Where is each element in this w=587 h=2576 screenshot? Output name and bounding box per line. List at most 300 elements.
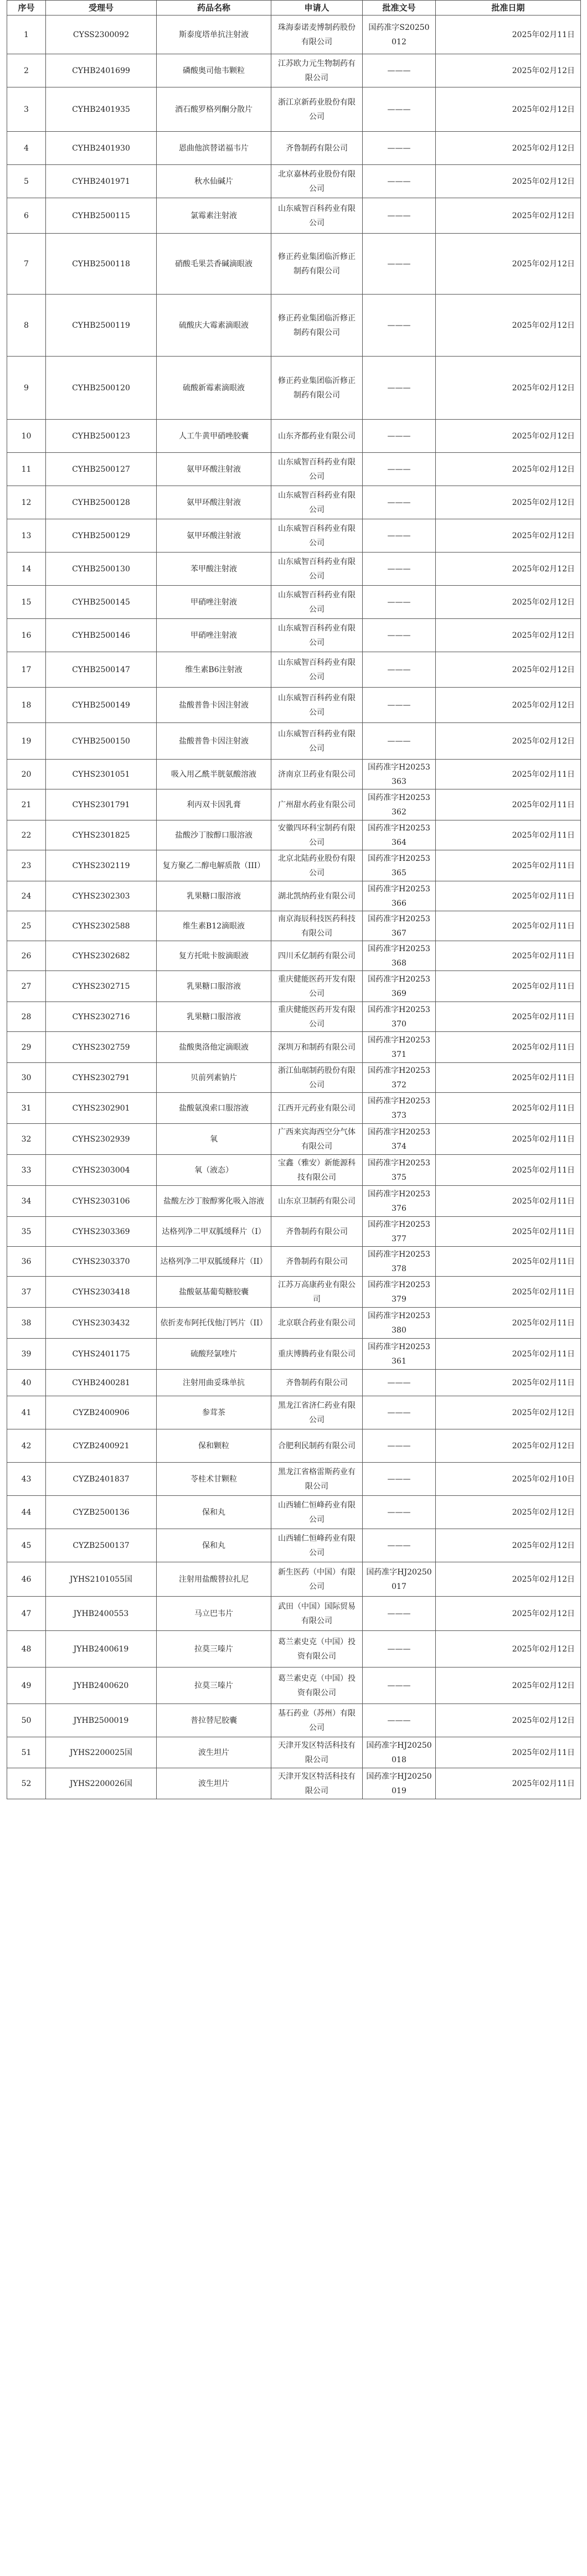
table-row <box>7 1370 581 1396</box>
cell-applicant: 济南京卫药业有限公司 <box>271 760 363 789</box>
table-row <box>7 820 581 850</box>
cell-index: 47 <box>7 1597 46 1631</box>
cell-acceptance-no: CYHB2400281 <box>46 1370 157 1396</box>
cell-approval-date: 2025年02月12日 <box>436 652 581 688</box>
cell-approval-no: ——— <box>363 586 436 619</box>
cell-applicant: 山西辅仁恒峰药业有限公司 <box>271 1529 363 1562</box>
cell-applicant: 湖北凯纳药业有限公司 <box>271 881 363 911</box>
cell-approval-no: ——— <box>363 553 436 586</box>
cell-applicant: 齐鲁制药有限公司 <box>271 1370 363 1396</box>
cell-drug-name: 盐酸氨基葡萄糖胶囊 <box>157 1277 271 1308</box>
table-row <box>7 132 581 165</box>
cell-acceptance-no: CYSS2300092 <box>46 16 157 54</box>
cell-approval-no: ——— <box>363 619 436 652</box>
cell-drug-name: 达格列净二甲双胍缓释片（I） <box>157 1217 271 1247</box>
cell-index: 33 <box>7 1155 46 1186</box>
cell-index: 37 <box>7 1277 46 1308</box>
cell-acceptance-no: CYHS2303432 <box>46 1308 157 1339</box>
table-row <box>7 54 581 87</box>
table-row <box>7 1277 581 1308</box>
cell-drug-name: 达格列净二甲双胍缓释片（II） <box>157 1247 271 1277</box>
cell-applicant: 江苏万高康药业有限公司 <box>271 1277 363 1308</box>
cell-index: 19 <box>7 723 46 760</box>
cell-acceptance-no: CYHB2401935 <box>46 87 157 132</box>
table-row <box>7 519 581 553</box>
cell-applicant: 山东威智百科药业有限公司 <box>271 723 363 760</box>
cell-applicant: 天津开发区特活科技有限公司 <box>271 1768 363 1799</box>
cell-drug-name: 硝酸毛果芸香碱滴眼液 <box>157 234 271 295</box>
cell-index: 11 <box>7 453 46 486</box>
cell-acceptance-no: CYHS2302901 <box>46 1093 157 1124</box>
cell-approval-date: 2025年02月11日 <box>436 911 581 941</box>
cell-approval-no: ——— <box>363 357 436 420</box>
cell-index: 44 <box>7 1496 46 1529</box>
cell-index: 6 <box>7 198 46 234</box>
cell-acceptance-no: JYHB2500019 <box>46 1704 157 1737</box>
cell-approval-date: 2025年02月12日 <box>436 1429 581 1463</box>
cell-acceptance-no: CYHS2401175 <box>46 1339 157 1370</box>
cell-index: 15 <box>7 586 46 619</box>
cell-applicant: 山东京卫制药有限公司 <box>271 1186 363 1217</box>
cell-acceptance-no: CYHS2302759 <box>46 1032 157 1063</box>
cell-approval-no: 国药准字H20253380 <box>363 1308 436 1339</box>
cell-drug-name: 甲硝唑注射液 <box>157 586 271 619</box>
cell-approval-date: 2025年02月11日 <box>436 1124 581 1155</box>
cell-approval-date: 2025年02月11日 <box>436 789 581 820</box>
cell-index: 29 <box>7 1032 46 1063</box>
cell-applicant: 修正药业集团临沂修正制药有限公司 <box>271 234 363 295</box>
cell-index: 10 <box>7 420 46 453</box>
cell-acceptance-no: CYHB2500123 <box>46 420 157 453</box>
cell-drug-name: 氨甲环酸注射液 <box>157 453 271 486</box>
cell-acceptance-no: CYZB2400921 <box>46 1429 157 1463</box>
cell-applicant: 武田（中国）国际贸易有限公司 <box>271 1597 363 1631</box>
cell-approval-no: 国药准字HJ20250019 <box>363 1768 436 1799</box>
cell-drug-name: 盐酸左沙丁胺醇雾化吸入溶液 <box>157 1186 271 1217</box>
cell-approval-date: 2025年02月11日 <box>436 881 581 911</box>
cell-drug-name: 注射用曲妥珠单抗 <box>157 1370 271 1396</box>
cell-acceptance-no: CYHS2302682 <box>46 941 157 971</box>
cell-approval-no: ——— <box>363 420 436 453</box>
cell-acceptance-no: CYZB2401837 <box>46 1463 157 1496</box>
cell-drug-name: 乳果糖口服溶液 <box>157 1002 271 1032</box>
cell-index: 35 <box>7 1217 46 1247</box>
cell-approval-no: ——— <box>363 1370 436 1396</box>
cell-approval-no: ——— <box>363 54 436 87</box>
cell-index: 40 <box>7 1370 46 1396</box>
cell-approval-date: 2025年02月11日 <box>436 1155 581 1186</box>
cell-applicant: 南京海辰科技医药科技有限公司 <box>271 911 363 941</box>
cell-approval-date: 2025年02月12日 <box>436 586 581 619</box>
cell-approval-date: 2025年02月12日 <box>436 1597 581 1631</box>
cell-approval-date: 2025年02月12日 <box>436 1562 581 1597</box>
cell-approval-date: 2025年02月12日 <box>436 1496 581 1529</box>
table-row <box>7 971 581 1002</box>
cell-drug-name: 注射用盐酸替拉扎尼 <box>157 1562 271 1597</box>
cell-acceptance-no: JYHB2400553 <box>46 1597 157 1631</box>
cell-index: 51 <box>7 1737 46 1768</box>
cell-drug-name: 保和颗粒 <box>157 1429 271 1463</box>
cell-approval-no: ——— <box>363 1631 436 1668</box>
cell-index: 25 <box>7 911 46 941</box>
cell-approval-date: 2025年02月12日 <box>436 198 581 234</box>
cell-drug-name: 依折麦布阿托伐他汀钙片（II） <box>157 1308 271 1339</box>
cell-approval-no: ——— <box>363 688 436 723</box>
table-row <box>7 553 581 586</box>
cell-approval-date: 2025年02月12日 <box>436 1529 581 1562</box>
table-row <box>7 1631 581 1668</box>
cell-approval-date: 2025年02月11日 <box>436 1247 581 1277</box>
cell-applicant: 北京嘉林药业股份有限公司 <box>271 165 363 198</box>
cell-applicant: 葛兰素史克（中国）投资有限公司 <box>271 1631 363 1668</box>
cell-approval-date: 2025年02月11日 <box>436 850 581 881</box>
table-row <box>7 652 581 688</box>
table-row <box>7 16 581 54</box>
cell-index: 38 <box>7 1308 46 1339</box>
table-row <box>7 1737 581 1768</box>
cell-approval-date: 2025年02月11日 <box>436 1308 581 1339</box>
table-row <box>7 453 581 486</box>
cell-approval-date: 2025年02月11日 <box>436 1370 581 1396</box>
cell-acceptance-no: CYHS2301051 <box>46 760 157 789</box>
table-row <box>7 619 581 652</box>
cell-approval-no: 国药准字H20253365 <box>363 850 436 881</box>
cell-index: 17 <box>7 652 46 688</box>
cell-applicant: 重庆健能医药开发有限公司 <box>271 971 363 1002</box>
cell-acceptance-no: CYHB2500147 <box>46 652 157 688</box>
cell-drug-name: 普拉替尼胶囊 <box>157 1704 271 1737</box>
cell-acceptance-no: CYHS2303004 <box>46 1155 157 1186</box>
cell-index: 5 <box>7 165 46 198</box>
cell-drug-name: 维生素B6注射液 <box>157 652 271 688</box>
cell-applicant: 山东威智百科药业有限公司 <box>271 553 363 586</box>
cell-approval-date: 2025年02月11日 <box>436 941 581 971</box>
cell-index: 26 <box>7 941 46 971</box>
cell-approval-no: ——— <box>363 453 436 486</box>
cell-approval-date: 2025年02月12日 <box>436 1704 581 1737</box>
cell-index: 22 <box>7 820 46 850</box>
cell-approval-no: 国药准字H20253379 <box>363 1277 436 1308</box>
cell-approval-date: 2025年02月12日 <box>436 519 581 553</box>
table-row <box>7 1155 581 1186</box>
cell-drug-name: 氨甲环酸注射液 <box>157 486 271 519</box>
cell-applicant: 安徽四环科宝制药有限公司 <box>271 820 363 850</box>
cell-drug-name: 乳果糖口服溶液 <box>157 971 271 1002</box>
cell-approval-no: 国药准字H20253361 <box>363 1339 436 1370</box>
cell-approval-date: 2025年02月11日 <box>436 820 581 850</box>
cell-approval-no: 国药准字H20253374 <box>363 1124 436 1155</box>
table-row <box>7 1063 581 1093</box>
cell-approval-no: ——— <box>363 1597 436 1631</box>
cell-approval-no: ——— <box>363 723 436 760</box>
cell-approval-date: 2025年02月12日 <box>436 688 581 723</box>
table-row <box>7 911 581 941</box>
cell-drug-name: 波生坦片 <box>157 1768 271 1799</box>
cell-drug-name: 乳果糖口服溶液 <box>157 881 271 911</box>
table-row <box>7 87 581 132</box>
cell-drug-name: 利丙双卡因乳膏 <box>157 789 271 820</box>
cell-approval-no: ——— <box>363 652 436 688</box>
cell-approval-date: 2025年02月11日 <box>436 1002 581 1032</box>
cell-drug-name: 复方托吡卡胺滴眼液 <box>157 941 271 971</box>
cell-approval-date: 2025年02月12日 <box>436 165 581 198</box>
cell-acceptance-no: JYHB2400620 <box>46 1668 157 1704</box>
table-row <box>7 1032 581 1063</box>
cell-acceptance-no: CYHS2303370 <box>46 1247 157 1277</box>
cell-drug-name: 复方聚乙二醇电解质散（III） <box>157 850 271 881</box>
cell-index: 9 <box>7 357 46 420</box>
cell-drug-name: 硫酸新霉素滴眼液 <box>157 357 271 420</box>
table-row <box>7 1308 581 1339</box>
cell-acceptance-no: CYHS2302791 <box>46 1063 157 1093</box>
cell-applicant: 广州甜水药业有限公司 <box>271 789 363 820</box>
cell-approval-date: 2025年02月12日 <box>436 420 581 453</box>
cell-approval-date: 2025年02月12日 <box>436 723 581 760</box>
cell-approval-no: 国药准字H20253368 <box>363 941 436 971</box>
cell-acceptance-no: CYHS2303369 <box>46 1217 157 1247</box>
cell-applicant: 山西辅仁恒峰药业有限公司 <box>271 1496 363 1529</box>
table-row <box>7 420 581 453</box>
cell-approval-date: 2025年02月11日 <box>436 1093 581 1124</box>
cell-applicant: 四川禾亿制药有限公司 <box>271 941 363 971</box>
table-row <box>7 295 581 357</box>
cell-approval-date: 2025年02月11日 <box>436 1032 581 1063</box>
cell-approval-no: ——— <box>363 87 436 132</box>
cell-applicant: 新生医药（中国）有限公司 <box>271 1562 363 1597</box>
cell-drug-name: 恩曲他滨替诺福韦片 <box>157 132 271 165</box>
table-row <box>7 1463 581 1496</box>
cell-approval-no: 国药准字H20253369 <box>363 971 436 1002</box>
table-row <box>7 1597 581 1631</box>
cell-approval-date: 2025年02月12日 <box>436 619 581 652</box>
cell-drug-name: 盐酸氨溴索口服溶液 <box>157 1093 271 1124</box>
table-row <box>7 1668 581 1704</box>
cell-index: 21 <box>7 789 46 820</box>
cell-approval-date: 2025年02月12日 <box>436 486 581 519</box>
cell-acceptance-no: CYHB2401699 <box>46 54 157 87</box>
cell-approval-no: ——— <box>363 1704 436 1737</box>
cell-acceptance-no: CYHS2302716 <box>46 1002 157 1032</box>
cell-approval-date: 2025年02月11日 <box>436 1217 581 1247</box>
cell-drug-name: 氨甲环酸注射液 <box>157 519 271 553</box>
cell-index: 4 <box>7 132 46 165</box>
table-row <box>7 760 581 789</box>
header-applicant: 申请人 <box>271 1 363 16</box>
table-row <box>7 1093 581 1124</box>
cell-drug-name: 苓桂术甘颗粒 <box>157 1463 271 1496</box>
approval-table <box>7 0 581 1799</box>
cell-acceptance-no: CYZB2500136 <box>46 1496 157 1529</box>
cell-index: 20 <box>7 760 46 789</box>
cell-drug-name: 氯霉素注射液 <box>157 198 271 234</box>
table-row <box>7 1124 581 1155</box>
cell-drug-name: 人工牛黄甲硝唑胶囊 <box>157 420 271 453</box>
cell-approval-date: 2025年02月12日 <box>436 1396 581 1429</box>
cell-acceptance-no: CYHS2302939 <box>46 1124 157 1155</box>
cell-applicant: 山东威智百科药业有限公司 <box>271 652 363 688</box>
cell-index: 30 <box>7 1063 46 1093</box>
cell-applicant: 山东威智百科药业有限公司 <box>271 586 363 619</box>
cell-applicant: 山东齐都药业有限公司 <box>271 420 363 453</box>
cell-applicant: 修正药业集团临沂修正制药有限公司 <box>271 295 363 357</box>
cell-applicant: 重庆健能医药开发有限公司 <box>271 1002 363 1032</box>
cell-index: 39 <box>7 1339 46 1370</box>
cell-index: 46 <box>7 1562 46 1597</box>
cell-applicant: 珠海泰诺麦博制药股份有限公司 <box>271 16 363 54</box>
table-row <box>7 881 581 911</box>
header-drug-name: 药品名称 <box>157 1 271 16</box>
cell-index: 8 <box>7 295 46 357</box>
cell-approval-date: 2025年02月11日 <box>436 971 581 1002</box>
cell-index: 32 <box>7 1124 46 1155</box>
cell-applicant: 浙江仙琚制药股份有限公司 <box>271 1063 363 1093</box>
cell-approval-date: 2025年02月12日 <box>436 54 581 87</box>
cell-applicant: 北京北陆药业股份有限公司 <box>271 850 363 881</box>
cell-approval-date: 2025年02月12日 <box>436 132 581 165</box>
table-row <box>7 586 581 619</box>
cell-index: 42 <box>7 1429 46 1463</box>
cell-applicant: 葛兰素史克（中国）投资有限公司 <box>271 1668 363 1704</box>
cell-applicant: 山东威智百科药业有限公司 <box>271 453 363 486</box>
table-row <box>7 1217 581 1247</box>
cell-approval-date: 2025年02月12日 <box>436 453 581 486</box>
cell-approval-no: 国药准字H20253367 <box>363 911 436 941</box>
table-row <box>7 1002 581 1032</box>
cell-acceptance-no: CYHS2301791 <box>46 789 157 820</box>
cell-approval-no: 国药准字H20253376 <box>363 1186 436 1217</box>
cell-acceptance-no: CYHB2401971 <box>46 165 157 198</box>
table-row <box>7 486 581 519</box>
cell-approval-no: ——— <box>363 1496 436 1529</box>
cell-applicant: 深圳万和制药有限公司 <box>271 1032 363 1063</box>
cell-acceptance-no: CYHB2500149 <box>46 688 157 723</box>
table-row <box>7 941 581 971</box>
cell-approval-no: 国药准字HJ20250018 <box>363 1737 436 1768</box>
cell-approval-date: 2025年02月10日 <box>436 1463 581 1496</box>
table-row <box>7 165 581 198</box>
cell-applicant: 山东威智百科药业有限公司 <box>271 198 363 234</box>
cell-drug-name: 波生坦片 <box>157 1737 271 1768</box>
cell-drug-name: 秋水仙碱片 <box>157 165 271 198</box>
header-index: 序号 <box>7 1 46 16</box>
cell-index: 36 <box>7 1247 46 1277</box>
cell-acceptance-no: CYHB2500145 <box>46 586 157 619</box>
table-row <box>7 357 581 420</box>
table-row <box>7 1247 581 1277</box>
cell-applicant: 齐鲁制药有限公司 <box>271 1217 363 1247</box>
table-row <box>7 1186 581 1217</box>
cell-index: 16 <box>7 619 46 652</box>
header-approval-date: 批准日期 <box>436 1 581 16</box>
cell-drug-name: 氧 <box>157 1124 271 1155</box>
cell-index: 34 <box>7 1186 46 1217</box>
table-row <box>7 234 581 295</box>
cell-approval-date: 2025年02月12日 <box>436 295 581 357</box>
cell-approval-date: 2025年02月11日 <box>436 1277 581 1308</box>
cell-approval-date: 2025年02月11日 <box>436 1737 581 1768</box>
cell-index: 28 <box>7 1002 46 1032</box>
cell-acceptance-no: JYHS2200025国 <box>46 1737 157 1768</box>
cell-approval-no: ——— <box>363 295 436 357</box>
cell-drug-name: 苯甲酸注射液 <box>157 553 271 586</box>
table-row <box>7 1704 581 1737</box>
cell-approval-date: 2025年02月11日 <box>436 1186 581 1217</box>
cell-index: 2 <box>7 54 46 87</box>
cell-acceptance-no: CYHB2500150 <box>46 723 157 760</box>
cell-applicant: 齐鲁制药有限公司 <box>271 132 363 165</box>
cell-index: 43 <box>7 1463 46 1496</box>
cell-index: 1 <box>7 16 46 54</box>
cell-acceptance-no: CYHB2500127 <box>46 453 157 486</box>
table-row <box>7 1429 581 1463</box>
table-row <box>7 850 581 881</box>
cell-index: 13 <box>7 519 46 553</box>
cell-approval-no: 国药准字H20253371 <box>363 1032 436 1063</box>
cell-approval-no: 国药准字H20253362 <box>363 789 436 820</box>
cell-approval-no: 国药准字H20253373 <box>363 1093 436 1124</box>
cell-drug-name: 维生素B12滴眼液 <box>157 911 271 941</box>
cell-approval-date: 2025年02月11日 <box>436 1339 581 1370</box>
cell-index: 27 <box>7 971 46 1002</box>
cell-approval-no: 国药准字HJ20250017 <box>363 1562 436 1597</box>
cell-acceptance-no: CYZB2400906 <box>46 1396 157 1429</box>
cell-approval-no: ——— <box>363 1668 436 1704</box>
cell-drug-name: 氧（液态） <box>157 1155 271 1186</box>
cell-acceptance-no: CYHB2500128 <box>46 486 157 519</box>
cell-approval-no: 国药准字S20250012 <box>363 16 436 54</box>
cell-acceptance-no: CYHB2500120 <box>46 357 157 420</box>
cell-acceptance-no: CYHS2302303 <box>46 881 157 911</box>
cell-index: 41 <box>7 1396 46 1429</box>
cell-applicant: 重庆博腾药业有限公司 <box>271 1339 363 1370</box>
cell-applicant: 山东威智百科药业有限公司 <box>271 619 363 652</box>
cell-drug-name: 硫酸庆大霉素滴眼液 <box>157 295 271 357</box>
cell-index: 7 <box>7 234 46 295</box>
table-row <box>7 1562 581 1597</box>
cell-acceptance-no: CYHB2500146 <box>46 619 157 652</box>
cell-applicant: 齐鲁制药有限公司 <box>271 1247 363 1277</box>
cell-drug-name: 磷酸奥司他韦颗粒 <box>157 54 271 87</box>
cell-acceptance-no: CYHB2500119 <box>46 295 157 357</box>
cell-drug-name: 斯泰度塔单抗注射液 <box>157 16 271 54</box>
cell-drug-name: 硫酸羟氯喹片 <box>157 1339 271 1370</box>
cell-applicant: 黑龙江省济仁药业有限公司 <box>271 1396 363 1429</box>
cell-approval-no: ——— <box>363 132 436 165</box>
cell-approval-date: 2025年02月12日 <box>436 357 581 420</box>
cell-index: 50 <box>7 1704 46 1737</box>
cell-approval-no: ——— <box>363 1529 436 1562</box>
cell-applicant: 江西开元药业有限公司 <box>271 1093 363 1124</box>
cell-acceptance-no: CYHB2500115 <box>46 198 157 234</box>
cell-index: 24 <box>7 881 46 911</box>
cell-drug-name: 保和丸 <box>157 1496 271 1529</box>
cell-applicant: 山东威智百科药业有限公司 <box>271 486 363 519</box>
cell-approval-date: 2025年02月12日 <box>436 553 581 586</box>
cell-approval-no: ——— <box>363 486 436 519</box>
table-row <box>7 688 581 723</box>
cell-approval-date: 2025年02月12日 <box>436 1631 581 1668</box>
table-header-row <box>7 1 581 16</box>
cell-approval-date: 2025年02月11日 <box>436 760 581 789</box>
cell-drug-name: 马立巴韦片 <box>157 1597 271 1631</box>
cell-approval-no: 国药准字H20253366 <box>363 881 436 911</box>
cell-approval-no: 国药准字H20253375 <box>363 1155 436 1186</box>
cell-approval-no: ——— <box>363 1396 436 1429</box>
table-row <box>7 1396 581 1429</box>
cell-approval-no: ——— <box>363 198 436 234</box>
cell-drug-name: 盐酸普鲁卡因注射液 <box>157 688 271 723</box>
cell-approval-no: ——— <box>363 519 436 553</box>
